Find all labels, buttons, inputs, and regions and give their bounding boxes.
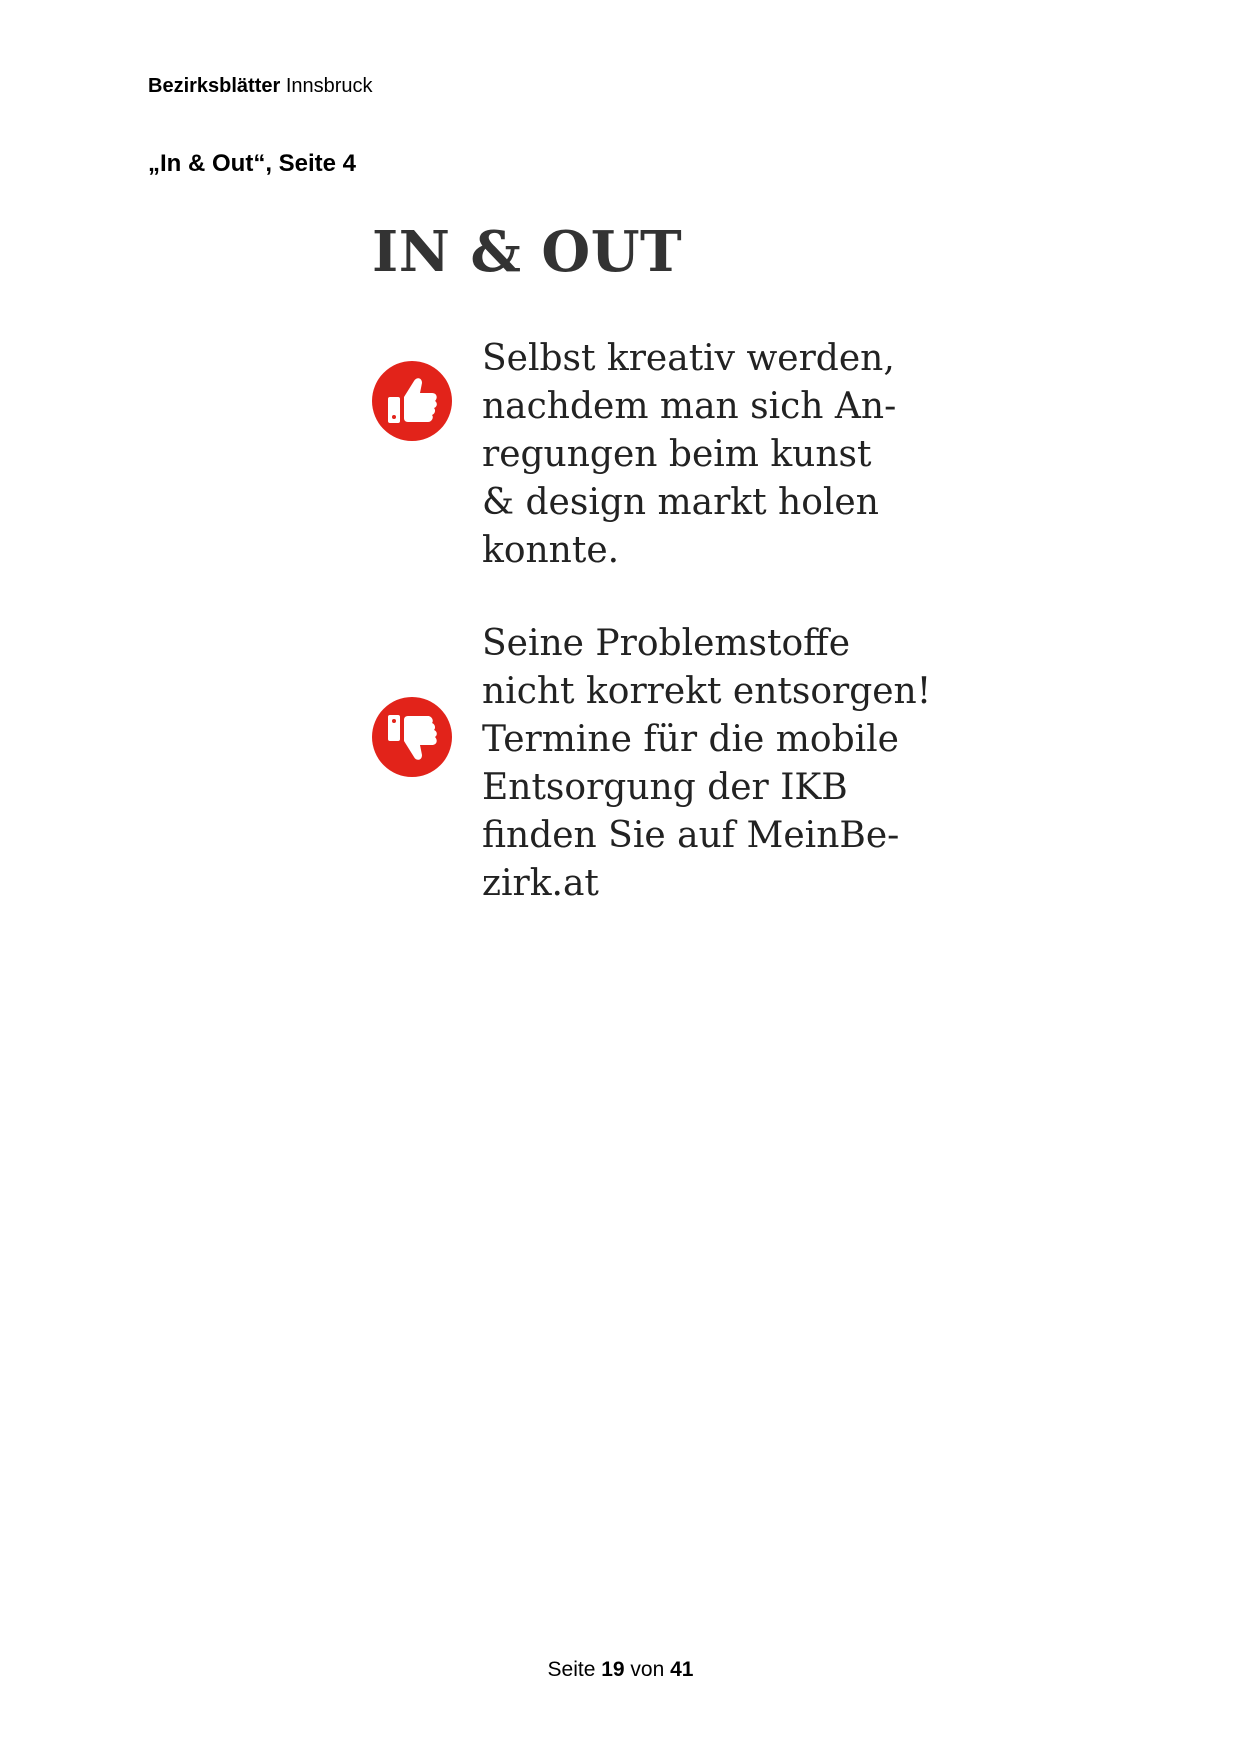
thumbs-up-icon — [372, 361, 452, 441]
footer-prefix: Seite — [547, 1658, 602, 1681]
in-item-text: Selbst kreativ werden, nachdem man sich An- regungen beim kunst & design markt holen konnte. — [482, 338, 897, 571]
publication-region: Innsbruck — [280, 75, 373, 97]
newspaper-clipping — [360, 200, 960, 920]
page-footer — [0, 1657, 1241, 1683]
footer-middle: von — [624, 1658, 671, 1681]
thumbs-down-icon — [372, 697, 452, 777]
publication-name-bold: Bezirksblätter — [148, 75, 281, 97]
current-page-number: 19 — [601, 1658, 625, 1681]
publication-name — [148, 74, 373, 98]
article-reference: „In & Out“, Seite 4 — [148, 150, 357, 177]
total-page-count: 41 — [670, 1658, 694, 1681]
clipping-title: IN & OUT — [372, 219, 683, 285]
out-item-text: Seine Problemstoffe nicht korrekt entsorgen! Termine für die mobile Entsorgung der IKB finden Sie auf MeinBe- zirk.at — [482, 623, 932, 904]
